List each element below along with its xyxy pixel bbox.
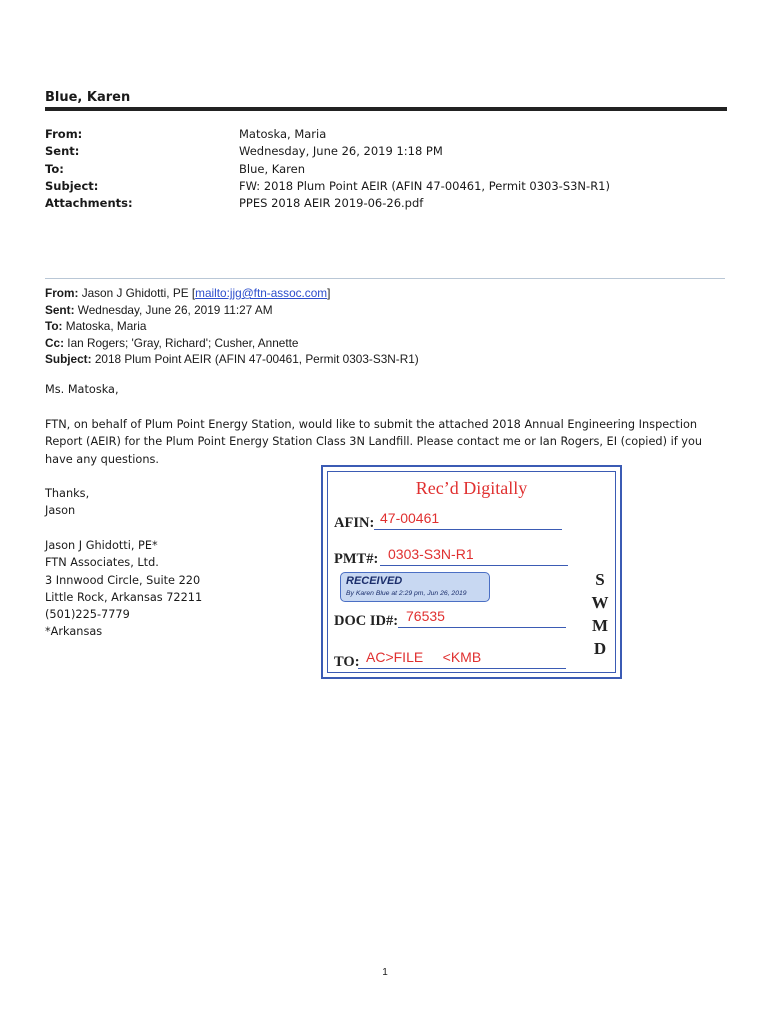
- signature-line: Little Rock, Arkansas 72211: [45, 590, 203, 604]
- to-label: TO:: [334, 654, 360, 670]
- closing-line: Thanks,: [45, 487, 90, 500]
- signature: [45, 537, 202, 641]
- paragraph-line: FTN, on behalf of Plum Point Energy Station, would like to submit the attached 2018 Annual Engineering Inspection: [45, 418, 698, 431]
- header-label: From:: [45, 127, 83, 141]
- fwd-label: Cc:: [45, 335, 65, 350]
- doc-id-label: DOC ID#:: [334, 613, 399, 629]
- header-value: Matoska, Maria: [239, 127, 327, 141]
- header-sent: [45, 143, 610, 160]
- pmt-underline: [380, 565, 568, 566]
- afin-label: AFIN:: [334, 515, 375, 531]
- paragraph-line: have any questions.: [45, 452, 159, 466]
- fwd-label: To:: [45, 319, 63, 334]
- header-from: [45, 126, 610, 143]
- fwd-cc: [45, 335, 419, 352]
- fwd-value: 2018 Plum Point AEIR (AFIN 47-00461, Permit 0303-S3N-R1): [94, 352, 419, 367]
- pmt-label: PMT#:: [334, 551, 379, 567]
- signature-line: (501)225-7779: [45, 608, 130, 622]
- afin-value: 47-00461: [380, 510, 440, 526]
- fwd-label: Subject:: [45, 352, 92, 367]
- signature-line: Jason J Ghidotti, PE*: [45, 539, 158, 552]
- signature-line: 3 Innwood Circle, Suite 220: [45, 573, 201, 587]
- header-attachments: [45, 195, 610, 212]
- mailto-link[interactable]: mailto:jjg@ftn-assoc.com: [195, 286, 328, 300]
- fwd-value: Wednesday, June 26, 2019 11:27 AM: [77, 302, 273, 317]
- received-badge: [340, 572, 490, 602]
- swmd-label: [591, 568, 609, 660]
- received-by: By Karen Blue at 2:29 pm, Jun 26, 2019: [346, 590, 467, 597]
- received-stamp: [321, 465, 622, 679]
- stamp-title: Rec’d Digitally: [415, 478, 528, 498]
- fwd-label: Sent:: [45, 302, 75, 317]
- email-header: [45, 126, 610, 212]
- header-to: [45, 161, 610, 178]
- pmt-value: 0303-S3N-R1: [388, 546, 474, 562]
- fwd-value: Matoska, Maria: [65, 319, 147, 334]
- fwd-from: [45, 285, 419, 302]
- header-label: To:: [45, 161, 64, 176]
- header-value: Wednesday, June 26, 2019 1:18 PM: [239, 144, 443, 159]
- owner-rule: [45, 107, 727, 111]
- body-paragraph: [45, 416, 702, 468]
- signature-line: FTN Associates, Ltd.: [45, 556, 159, 570]
- swmd-letter: D: [593, 639, 607, 658]
- header-value: FW: 2018 Plum Point AEIR (AFIN 47-00461, Permit 0303-S3N-R1): [239, 178, 610, 193]
- header-value: Blue, Karen: [239, 161, 305, 176]
- closing-line: Jason: [45, 504, 76, 518]
- swmd-letter: S: [595, 570, 605, 589]
- stamp-inner-border: [327, 471, 616, 673]
- fwd-sent: [45, 302, 419, 319]
- header-divider: [45, 278, 725, 279]
- forwarded-header: [45, 285, 419, 368]
- signature-line: *Arkansas: [45, 625, 103, 639]
- email-owner: Blue, Karen: [45, 90, 131, 105]
- fwd-value: Jason J Ghidotti, PE [: [81, 286, 196, 300]
- closing: [45, 485, 89, 520]
- to-value: AC>FILE <KMB: [366, 649, 482, 665]
- greeting: Ms. Matoska,: [45, 383, 119, 396]
- swmd-letter: W: [591, 593, 609, 612]
- paragraph-line: Report (AEIR) for the Plum Point Energy Station Class 3N Landfill. Please contact me or Ian Rogers, EI (copied) if you: [45, 435, 703, 449]
- header-label: Subject:: [45, 178, 99, 193]
- fwd-subject: [45, 351, 419, 368]
- to-underline: [358, 668, 566, 669]
- fwd-label: From:: [45, 286, 79, 300]
- header-label: Sent:: [45, 144, 80, 159]
- header-label: Attachments:: [45, 196, 133, 211]
- fwd-to: [45, 318, 419, 335]
- attachment-name[interactable]: PPES 2018 AEIR 2019-06-26.pdf: [239, 196, 424, 211]
- header-subject: [45, 178, 610, 195]
- afin-underline: [374, 529, 562, 530]
- doc-id-value: 76535: [406, 608, 445, 624]
- fwd-value: Ian Rogers; 'Gray, Richard'; Cusher, Annette: [67, 335, 299, 350]
- fwd-bracket: ]: [327, 286, 331, 300]
- received-text: RECEIVED: [346, 575, 403, 587]
- page-number: 1: [382, 967, 388, 978]
- doc-id-underline: [398, 627, 566, 628]
- swmd-letter: M: [591, 616, 609, 635]
